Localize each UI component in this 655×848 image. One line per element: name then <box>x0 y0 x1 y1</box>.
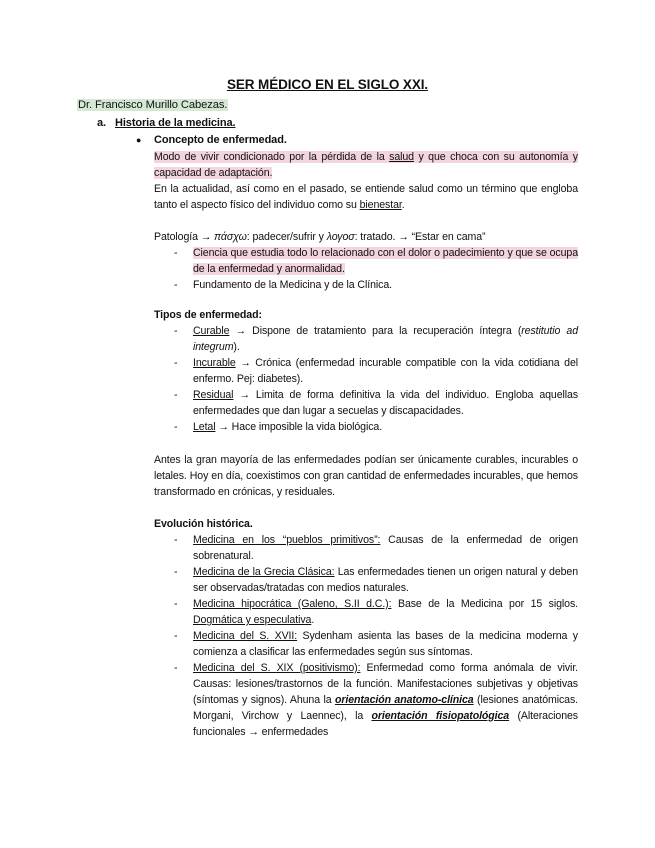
list-item-text: Fundamento de la Medicina y de la Clínica. <box>193 279 392 291</box>
type-term: Curable <box>193 325 230 337</box>
section-heading <box>97 117 235 129</box>
era-term: Medicina en los “pueblos primitivos”: <box>193 534 381 546</box>
era-underlined: Dogmática y especulativa <box>193 614 312 626</box>
pathology-list <box>154 245 578 293</box>
type-text: → Crónica (enfermedad incurable compatible con la vida cotidiana del enfermo. Pej: diabetes). <box>193 357 578 385</box>
bienestar-link: bienestar <box>359 199 402 211</box>
author-name: Dr. Francisco Murillo Cabezas. <box>78 99 228 111</box>
list-item <box>154 387 578 419</box>
dash-marker: - <box>174 534 178 546</box>
orientation-anatomo-clinica: orientación anatomo-clínica <box>334 694 474 706</box>
list-item <box>154 323 578 355</box>
evolution-heading: Evolución histórica. <box>154 518 253 530</box>
dash-marker: - <box>174 421 178 433</box>
greek-word-pascho: πάσχω <box>214 231 247 243</box>
concept-definition <box>154 149 578 181</box>
types-heading: Tipos de enfermedad: <box>154 309 262 321</box>
section-label: a. <box>97 117 106 129</box>
orientation-fisiopatologica: orientación fisiopatológica <box>371 710 510 722</box>
type-text: → Limita de forma definitiva la vida del individuo. Engloba aquellas enfermedades que dan lugar a secuelas y discapacidades. <box>193 389 578 417</box>
dash-marker: - <box>174 247 178 259</box>
greek-word-logos: λογοσ <box>326 231 355 243</box>
health-text: En la actualidad, así como en el pasado, se entiende salud como un término que engloba tanto el aspecto físico del individuo como su <box>154 183 578 211</box>
dash-marker: - <box>174 357 178 369</box>
list-item-text: Ciencia que estudia todo lo relacionado con el dolor o padecimiento y que se ocupa de la enfermedad y anormalidad. <box>193 247 578 275</box>
era-text: Base de la Medicina por 15 siglos. <box>391 598 579 610</box>
dash-marker: - <box>174 662 178 674</box>
era-term: Medicina de la Grecia Clásica: <box>193 566 335 578</box>
era-text: Sydenham asienta las bases de la medicina moderna y comienza a clasificar las enfermedades según sus síntomas. <box>193 630 578 658</box>
type-term: Incurable <box>193 357 236 369</box>
list-item <box>154 564 578 596</box>
section-title: Historia de la medicina. <box>115 117 236 129</box>
era-term: Medicina del S. XVII: <box>193 630 298 642</box>
era-text: Enfermedad como forma anómala de vivir. Causas: lesiones/trastornos de la función. Manifestaciones subjetivas y objetivas (síntomas y signos). Ahuna la <box>193 662 579 706</box>
concept-heading-text: Concepto de enfermedad. <box>154 134 287 146</box>
dash-marker: - <box>174 598 178 610</box>
type-text: → Dispone de tratamiento para la recuperación íntegra ( <box>229 325 522 337</box>
concept-heading <box>136 134 287 146</box>
list-item <box>154 277 578 293</box>
etymology-text-2: : padecer/sufrir y <box>246 231 327 243</box>
context-paragraph: Antes la gran mayoría de las enfermedades podían ser únicamente curables, incurables o letales. Hoy en día, coexistimos con gran cantidad de enfermedades incurables, que hemos transformado en crónicas, y residuales. <box>154 454 578 498</box>
bullet-icon: ● <box>136 135 142 145</box>
era-text-end: . <box>311 614 315 626</box>
era-text-3: (Alteraciones funcionales → enfermedades <box>193 710 578 738</box>
list-item <box>154 660 578 740</box>
dash-marker: - <box>174 566 178 578</box>
era-text-2: (lesiones anatómicas. Morgani, Virchow y Laennec), la <box>193 694 578 722</box>
type-text-end: ). <box>233 341 240 353</box>
type-italic: restitutio ad integrum <box>193 325 578 353</box>
pathology-etymology <box>154 229 578 245</box>
health-paragraph <box>154 181 578 213</box>
dash-marker: - <box>174 279 178 291</box>
types-list <box>154 323 578 435</box>
list-item <box>154 596 578 628</box>
type-term: Letal <box>193 421 216 433</box>
evolution-list <box>154 532 578 740</box>
etymology-text: Patología → <box>154 231 215 243</box>
type-text: → Hace imposible la vida biológica. <box>215 421 383 433</box>
dash-marker: - <box>174 389 178 401</box>
era-term: Medicina hipocrática (Galeno, S.II d.C.): <box>193 598 392 610</box>
era-term: Medicina del S. XIX (positivismo): <box>193 662 361 674</box>
list-item <box>154 245 578 277</box>
era-text: Causas de la enfermedad de origen sobrenatural. <box>193 534 578 562</box>
list-item <box>154 419 578 435</box>
document-title: SER MÉDICO EN EL SIGLO XXI. <box>226 77 429 92</box>
definition-text-end: y que choca con su autonomía y capacidad de adaptación. <box>154 151 578 179</box>
etymology-text-3: : tratado. → “Estar en cama” <box>354 231 486 243</box>
type-term: Residual <box>193 389 234 401</box>
definition-text: Modo de vivir condicionado por la pérdida de la <box>154 151 390 163</box>
dash-marker: - <box>174 325 178 337</box>
salud-link: salud <box>389 151 414 163</box>
era-text: Las enfermedades tienen un origen natural y deben ser observadas/tratadas con medios naturales. <box>193 566 578 594</box>
list-item <box>154 355 578 387</box>
list-item <box>154 532 578 564</box>
health-text-end: . <box>401 199 405 211</box>
list-item <box>154 628 578 660</box>
dash-marker: - <box>174 630 178 642</box>
